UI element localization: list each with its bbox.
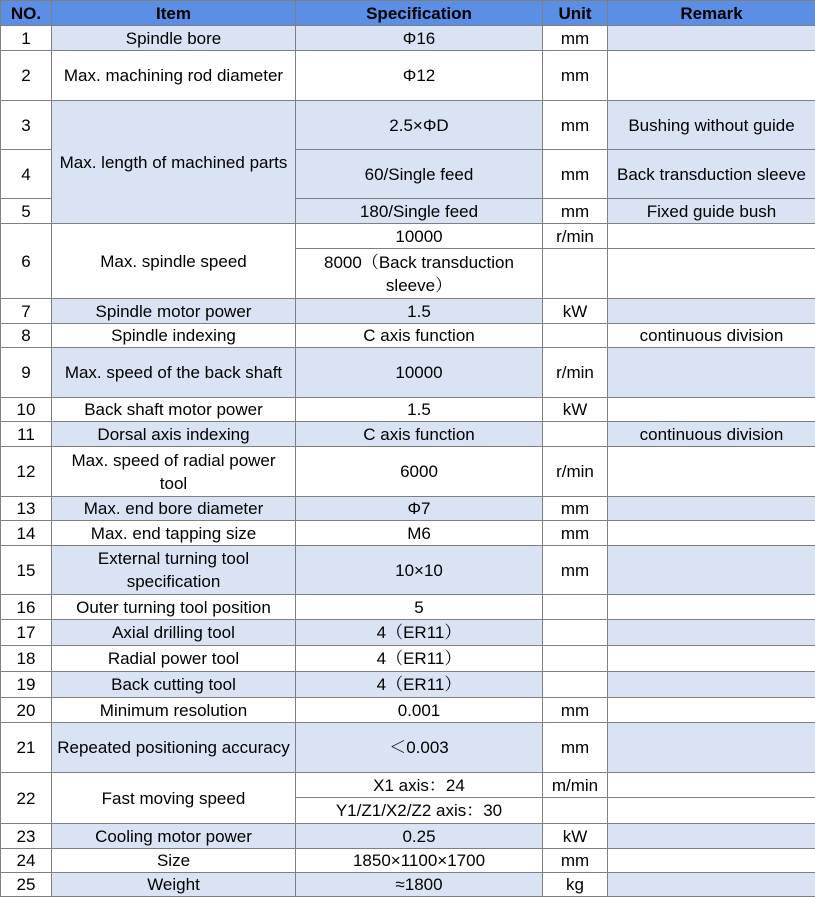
header-no: NO. <box>1 1 52 26</box>
table-row <box>1 546 815 595</box>
table-row <box>1 672 815 698</box>
row-remark <box>608 249 815 299</box>
row-unit: r/min <box>543 447 608 497</box>
row-remark <box>608 798 815 824</box>
row-item: Spindle bore <box>52 26 296 51</box>
row-no: 22 <box>1 773 52 824</box>
row-spec: 1.5 <box>296 299 543 324</box>
row-item: Outer turning tool position <box>52 595 296 620</box>
row-item: Back shaft motor power <box>52 398 296 422</box>
row-remark: Back transduction sleeve <box>608 150 815 199</box>
row-no: 24 <box>1 849 52 873</box>
row-unit: mm <box>543 26 608 51</box>
row-item: Spindle motor power <box>52 299 296 324</box>
row-unit <box>543 620 608 646</box>
row-spec: Y1/Z1/X2/Z2 axis：30 <box>296 798 543 824</box>
row-unit: mm <box>543 546 608 595</box>
row-item: Max. speed of the back shaft <box>52 348 296 398</box>
row-item: External turning tool specification <box>52 546 296 595</box>
row-no: 1 <box>1 26 52 51</box>
row-item: Max. end bore diameter <box>52 497 296 521</box>
row-unit: kW <box>543 398 608 422</box>
table-row <box>1 348 815 398</box>
row-unit <box>543 672 608 698</box>
row-unit: mm <box>543 698 608 723</box>
row-unit: r/min <box>543 224 608 249</box>
row-remark: Bushing without guide <box>608 101 815 150</box>
row-no: 23 <box>1 824 52 849</box>
table-row <box>1 521 815 546</box>
table-row <box>1 595 815 620</box>
row-item: Radial power tool <box>52 646 296 672</box>
row-remark <box>608 348 815 398</box>
row-unit <box>543 595 608 620</box>
row-spec: Φ7 <box>296 497 543 521</box>
row-spec: 4（ER11） <box>296 672 543 698</box>
row-no: 14 <box>1 521 52 546</box>
row-spec: 1850×1100×1700 <box>296 849 543 873</box>
header-row <box>1 1 815 26</box>
row-no: 4 <box>1 150 52 199</box>
table-row <box>1 723 815 773</box>
row-no: 21 <box>1 723 52 773</box>
row-no: 8 <box>1 324 52 348</box>
row-remark <box>608 873 815 897</box>
row-remark: continuous division <box>608 324 815 348</box>
row-spec: Φ12 <box>296 51 543 101</box>
row-no: 11 <box>1 422 52 447</box>
row-item: Repeated positioning accuracy <box>52 723 296 773</box>
row-item: Max. length of machined parts <box>52 101 296 224</box>
table-row <box>1 422 815 447</box>
header-item: Item <box>52 1 296 26</box>
table-row <box>1 398 815 422</box>
row-no: 2 <box>1 51 52 101</box>
row-no: 10 <box>1 398 52 422</box>
row-unit <box>543 422 608 447</box>
header-remark: Remark <box>608 1 815 26</box>
row-unit: mm <box>543 521 608 546</box>
table-row <box>1 224 815 249</box>
row-remark <box>608 26 815 51</box>
row-remark <box>608 595 815 620</box>
row-spec: 4（ER11） <box>296 646 543 672</box>
row-spec: Φ16 <box>296 26 543 51</box>
row-no: 17 <box>1 620 52 646</box>
row-item: Max. machining rod diameter <box>52 51 296 101</box>
table-row <box>1 324 815 348</box>
row-no: 3 <box>1 101 52 150</box>
row-item: Dorsal axis indexing <box>52 422 296 447</box>
table-row <box>1 773 815 798</box>
row-no: 9 <box>1 348 52 398</box>
row-no: 18 <box>1 646 52 672</box>
row-remark <box>608 698 815 723</box>
row-spec: 0.25 <box>296 824 543 849</box>
row-remark <box>608 824 815 849</box>
row-item: Axial drilling tool <box>52 620 296 646</box>
row-spec: C axis function <box>296 422 543 447</box>
row-remark <box>608 497 815 521</box>
row-no: 16 <box>1 595 52 620</box>
row-unit <box>543 249 608 299</box>
row-remark <box>608 546 815 595</box>
row-unit: kW <box>543 299 608 324</box>
row-item: Weight <box>52 873 296 897</box>
row-item: Back cutting tool <box>52 672 296 698</box>
row-unit <box>543 324 608 348</box>
row-no: 19 <box>1 672 52 698</box>
row-unit: r/min <box>543 348 608 398</box>
row-item: Size <box>52 849 296 873</box>
row-item: Spindle indexing <box>52 324 296 348</box>
row-spec: 1.5 <box>296 398 543 422</box>
row-remark <box>608 521 815 546</box>
row-item: Max. speed of radial power tool <box>52 447 296 497</box>
row-item: Max. spindle speed <box>52 224 296 299</box>
row-spec: 0.001 <box>296 698 543 723</box>
row-no: 6 <box>1 224 52 299</box>
table-row <box>1 849 815 873</box>
row-spec: X1 axis：24 <box>296 773 543 798</box>
row-spec: 2.5×ΦD <box>296 101 543 150</box>
row-spec: M6 <box>296 521 543 546</box>
table-row <box>1 51 815 101</box>
row-no: 20 <box>1 698 52 723</box>
row-item: Cooling motor power <box>52 824 296 849</box>
row-remark <box>608 723 815 773</box>
row-spec: 60/Single feed <box>296 150 543 199</box>
row-remark <box>608 447 815 497</box>
row-item: Fast moving speed <box>52 773 296 824</box>
row-unit <box>543 798 608 824</box>
row-unit: mm <box>543 723 608 773</box>
row-unit: mm <box>543 51 608 101</box>
row-item: Max. end tapping size <box>52 521 296 546</box>
row-spec: 10000 <box>296 224 543 249</box>
row-remark <box>608 849 815 873</box>
row-remark: Fixed guide bush <box>608 199 815 224</box>
row-spec: 5 <box>296 595 543 620</box>
row-no: 25 <box>1 873 52 897</box>
row-remark <box>608 299 815 324</box>
row-remark <box>608 620 815 646</box>
row-no: 12 <box>1 447 52 497</box>
row-no: 13 <box>1 497 52 521</box>
row-unit: mm <box>543 101 608 150</box>
row-spec: ＜0.003 <box>296 723 543 773</box>
row-remark <box>608 398 815 422</box>
row-no: 5 <box>1 199 52 224</box>
header-specification: Specification <box>296 1 543 26</box>
row-remark <box>608 773 815 798</box>
row-unit: mm <box>543 150 608 199</box>
header-unit: Unit <box>543 1 608 26</box>
row-spec: 10×10 <box>296 546 543 595</box>
table-row <box>1 447 815 497</box>
row-item: Minimum resolution <box>52 698 296 723</box>
row-spec: 8000（Back transduction sleeve） <box>296 249 543 299</box>
table-row <box>1 620 815 646</box>
row-spec: 10000 <box>296 348 543 398</box>
row-remark <box>608 51 815 101</box>
table-row <box>1 299 815 324</box>
table-row <box>1 497 815 521</box>
row-spec: 4（ER11） <box>296 620 543 646</box>
row-spec: ≈1800 <box>296 873 543 897</box>
row-unit: m/min <box>543 773 608 798</box>
row-unit: mm <box>543 849 608 873</box>
row-no: 15 <box>1 546 52 595</box>
row-remark <box>608 672 815 698</box>
table-row <box>1 698 815 723</box>
row-unit: kW <box>543 824 608 849</box>
row-unit: mm <box>543 497 608 521</box>
table-row <box>1 101 815 150</box>
row-remark <box>608 646 815 672</box>
row-remark <box>608 224 815 249</box>
row-spec: 6000 <box>296 447 543 497</box>
table-row <box>1 646 815 672</box>
row-unit: mm <box>543 199 608 224</box>
row-spec: C axis function <box>296 324 543 348</box>
row-unit: kg <box>543 873 608 897</box>
table-row <box>1 873 815 897</box>
row-spec: 180/Single feed <box>296 199 543 224</box>
table-row <box>1 824 815 849</box>
row-no: 7 <box>1 299 52 324</box>
row-unit <box>543 646 608 672</box>
row-remark: continuous division <box>608 422 815 447</box>
table-row <box>1 26 815 51</box>
